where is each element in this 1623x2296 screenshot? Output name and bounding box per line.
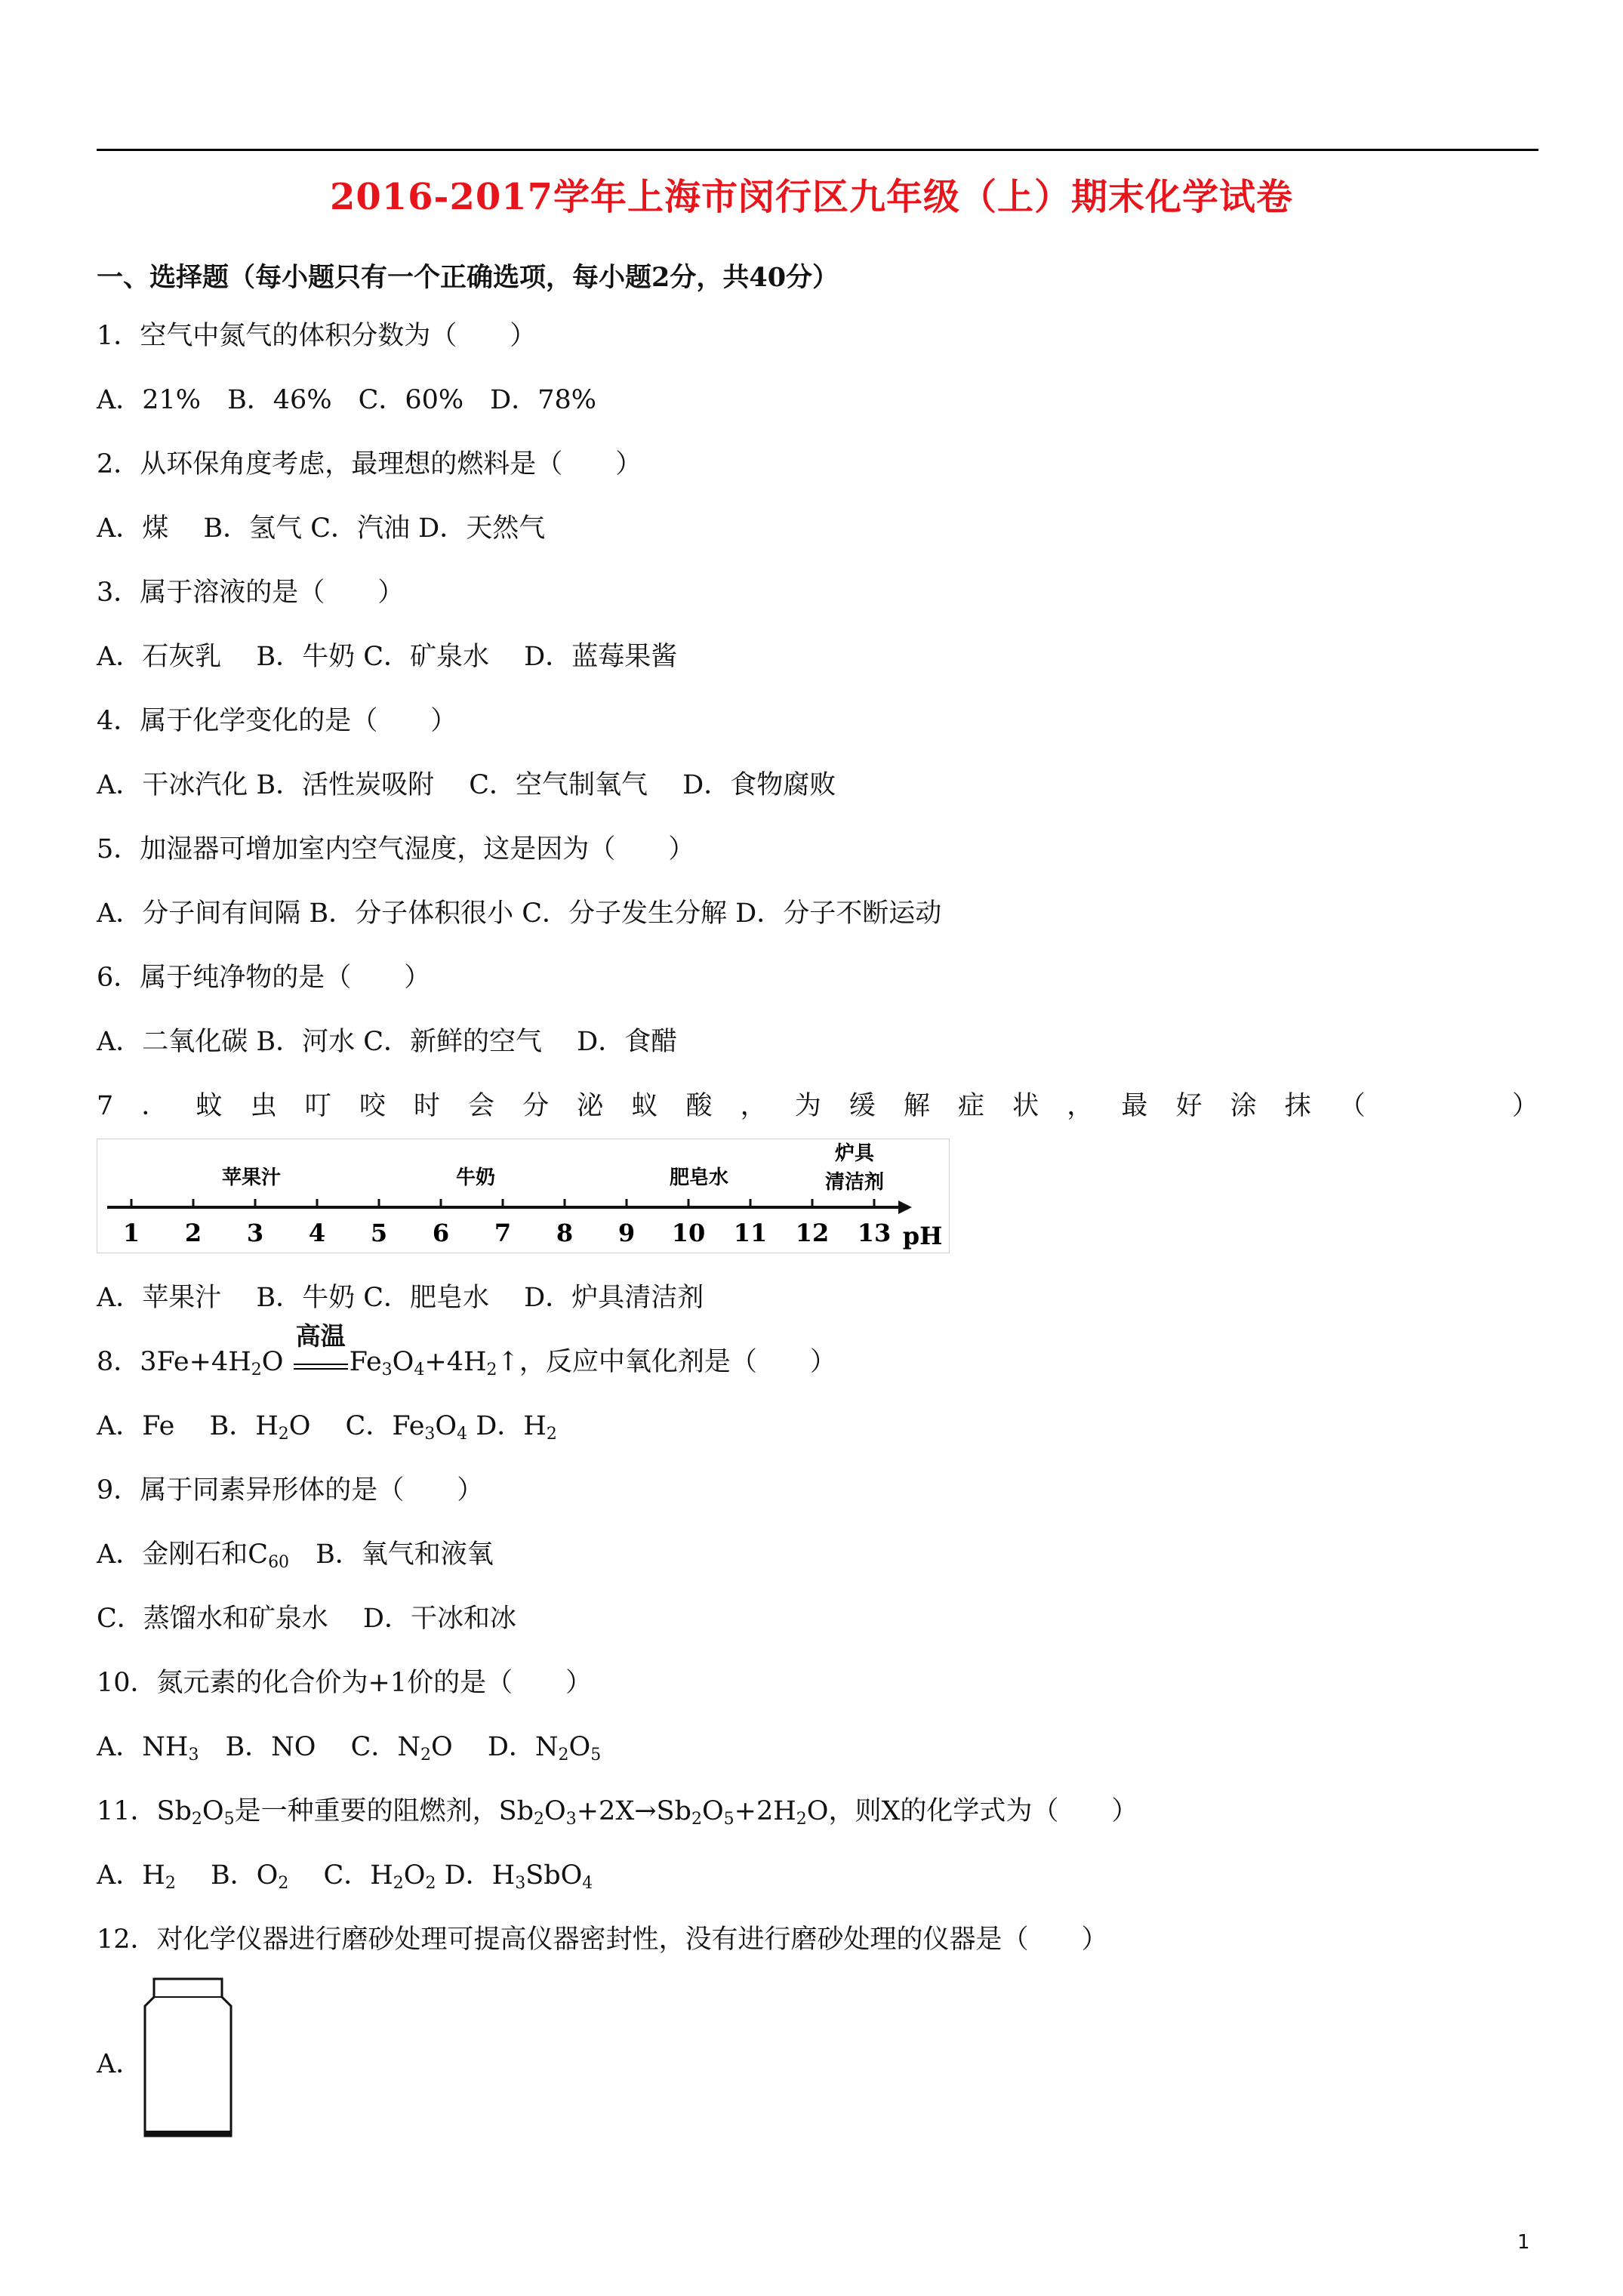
ph-axis-arrow	[898, 1200, 912, 1214]
ph-tick-label: 6	[432, 1219, 450, 1247]
q3-options: A．石灰乳 B．牛奶 C．矿泉水 D．蓝莓果酱	[97, 642, 678, 672]
ph-tick-label: 12	[795, 1219, 830, 1247]
ph-tick-label: 2	[184, 1219, 202, 1247]
q4-stem: 4．属于化学变化的是（ ）	[97, 706, 457, 736]
q7-options: A．苹果汁 B．牛奶 C．肥皂水 D．炉具清洁剂	[97, 1283, 704, 1313]
q5-stem: 5．加湿器可增加室内空气湿度，这是因为（ ）	[97, 834, 695, 864]
ph-tick-label: 7	[494, 1219, 512, 1247]
ph-tick-label: 1	[122, 1219, 140, 1247]
ph-tick-label: 10	[671, 1219, 706, 1247]
ph-tick-label: 13	[857, 1219, 892, 1247]
q3-stem: 3．属于溶液的是（ ）	[97, 578, 405, 608]
ph-label-apple-juice: 苹果汁	[221, 1166, 282, 1189]
q11-stem: 11．$Sb_2O_5$是一种重要的阻燃剂，$Sb_2O_3+2X\to Sb_2O_5+2H_2O$，则X的化学式为（ ）	[97, 1796, 1138, 1829]
ph-label-milk: 牛奶	[455, 1166, 496, 1189]
q8-options: A．Fe B．$H_2O$ C．$Fe_3O_4$ D．$H_2$	[97, 1411, 557, 1444]
q5-options: A．分子间有间隔 B．分子体积很小 C．分子发生分解 D．分子不断运动	[97, 898, 942, 929]
ph-tick-label: 3	[246, 1219, 264, 1247]
q6-options: A．二氧化碳 B．河水 C．新鲜的空气 D．食醋	[97, 1027, 678, 1057]
q9-stem: 9．属于同素异形体的是（ ）	[97, 1475, 484, 1505]
ph-label-stove-cleaner-1: 炉具	[834, 1142, 875, 1165]
q2-stem: 2．从环保角度考虑，最理想的燃料是（ ）	[97, 449, 642, 479]
ph-label-stove-cleaner-2: 清洁剂	[824, 1171, 885, 1194]
q1-options: A．21% B．46% C．60% D．78%	[97, 385, 597, 415]
ph-tick-label: 8	[556, 1219, 574, 1247]
q2-options: A．煤 B．氢气 C．汽油 D．天然气	[97, 513, 546, 544]
ph-tick-label: 5	[370, 1219, 388, 1247]
ph-tick-label: 9	[617, 1219, 636, 1247]
page-number: 1	[1517, 2231, 1530, 2254]
section-heading: 一、选择题（每小题只有一个正确选项，每小题2分，共40分）	[97, 262, 839, 293]
ph-tick-label: 4	[308, 1219, 326, 1247]
q12-option-a-label: A．	[97, 2049, 143, 2079]
q1-stem: 1．空气中氮气的体积分数为（ ）	[97, 321, 537, 351]
q10-options: A．$NH_3$ B．NO C．$N_2O$ D．$N_2O_5$	[97, 1732, 602, 1764]
q9-options-line2: C．蒸馏水和矿泉水 D．干冰和冰	[97, 1604, 516, 1634]
q12-stem: 12．对化学仪器进行磨砂处理可提高仪器密封性，没有进行磨砂处理的仪器是（ ）	[97, 1925, 1108, 1955]
ph-label-soap-water: 肥皂水	[669, 1166, 729, 1189]
header-rule	[97, 149, 1538, 151]
ph-unit-label: pH	[902, 1222, 943, 1250]
q10-stem: 10．氮元素的化合价为+1价的是（ ）	[97, 1668, 593, 1698]
ph-tick-label: 11	[733, 1219, 768, 1247]
q6-stem: 6．属于纯净物的是（ ）	[97, 963, 431, 993]
reaction-condition: 高温	[295, 1321, 346, 1351]
q11-options: A．$H_2$ B．$O_2$ C．$H_2O_2$ D．$H_3SbO_4$	[97, 1860, 593, 1893]
page-title: 2016-2017学年上海市闵行区九年级（上）期末化学试卷	[329, 176, 1294, 218]
q4-options: A．干冰汽化 B．活性炭吸附 C．空气制氧气 D．食物腐败	[97, 770, 836, 800]
reaction-condition-arrow	[292, 1321, 350, 1379]
ph-scale-figure	[97, 1139, 950, 1253]
q8-stem: 8．$3Fe+4H_2O$ 高温 $Fe_3O_4+4H_2↑$，反应中氧化剂是（ ）	[97, 1321, 836, 1379]
wide-mouth-bottle-figure	[139, 1974, 237, 2139]
q9-options-line1: A．金刚石和$C_{60}$ B．氧气和液氧	[97, 1539, 494, 1572]
q7-stem: 7 ． 蚊 虫 叮 咬 时 会 分 泌 蚁 酸 ， 为 缓 解 症 状 ， 最 好 涂 抹 （ ）	[97, 1091, 1538, 1121]
